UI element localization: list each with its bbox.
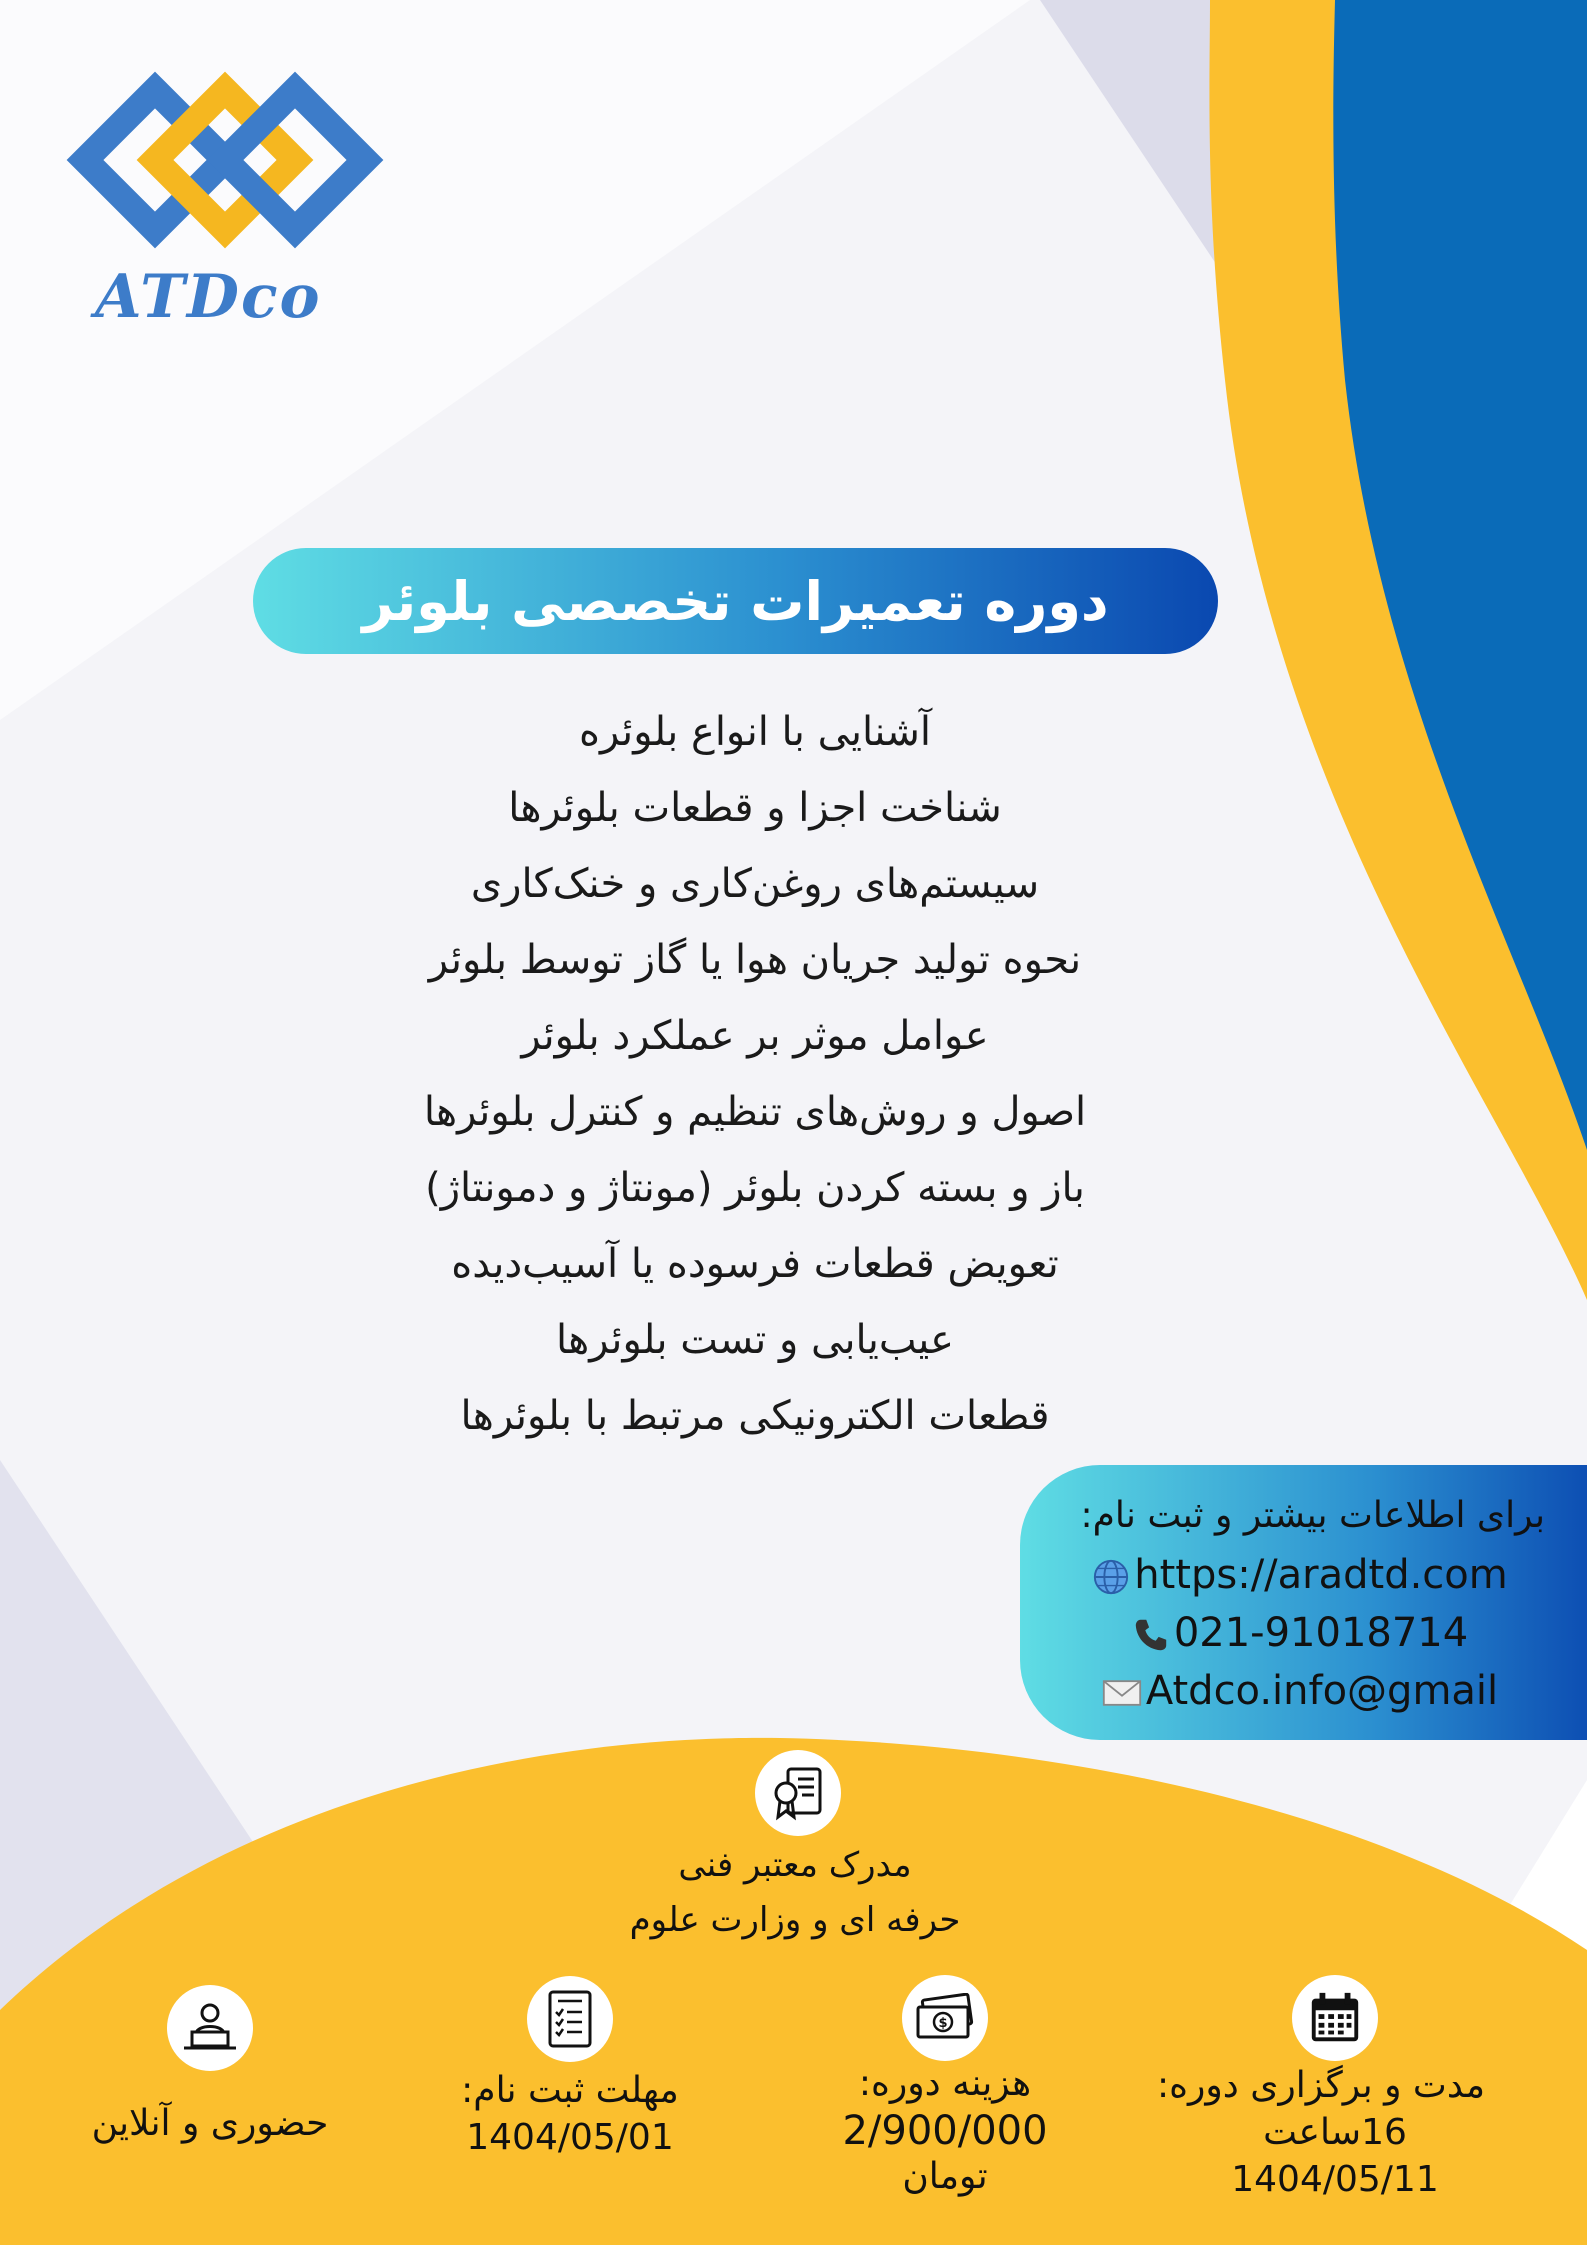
email-address[interactable] <box>1060 1668 1540 1714</box>
deadline-date: 1404/05/01 <box>466 2117 674 2158</box>
topic-item: نحوه تولید جریان هوا یا گاز توسط بلوئر <box>428 937 1082 983</box>
topic-item: سیستم‌های روغن‌کاری و خنک‌کاری <box>470 861 1040 907</box>
feature-duration <box>1156 1975 1485 2200</box>
duration-hours: 16ساعت <box>1263 2112 1407 2153</box>
laptop-user-icon <box>180 2000 240 2056</box>
topic-item: عوامل موثر بر عملکرد بلوئر <box>521 1013 989 1059</box>
laptop-badge <box>167 1985 253 2071</box>
deadline-label: مهلت ثبت نام: <box>461 2070 679 2111</box>
phone-number[interactable] <box>1060 1610 1540 1656</box>
topic-item: شناخت اجزا و قطعات بلوئرها <box>508 785 1002 831</box>
svg-text:$: $ <box>938 2016 948 2031</box>
money-icon <box>914 1993 976 2043</box>
website-text: https://aradtd.com <box>1134 1552 1508 1598</box>
logo-text: ATDco <box>95 262 322 332</box>
certificate-line-1: مدرک معتبر فنی <box>678 1845 912 1885</box>
duration-label: مدت و برگزاری دوره: <box>1156 2065 1485 2106</box>
course-title: دوره تعمیرات تخصصی بلوئر <box>362 569 1109 633</box>
mode-label: حضوری و آنلاین <box>91 2103 329 2144</box>
feature-price <box>790 1975 1100 2197</box>
globe-icon <box>1092 1558 1130 1596</box>
phone-text: 021-91018714 <box>1173 1610 1469 1656</box>
checklist-badge <box>527 1976 613 2062</box>
certificate-badge <box>755 1750 841 1836</box>
contact-heading: برای اطلاعات بیشتر و ثبت نام: <box>1080 1495 1545 1536</box>
email-text: Atdco.info@gmail <box>1145 1668 1499 1714</box>
topic-item: عیب‌یابی و تست بلوئرها <box>555 1317 955 1363</box>
calendar-icon <box>1306 1989 1364 2047</box>
topic-item: آشنایی با انواع بلوئره <box>579 709 931 755</box>
certificate-icon <box>768 1763 828 1823</box>
topic-item: اصول و روش‌های تنظیم و کنترل بلوئرها <box>423 1089 1087 1135</box>
website-link[interactable] <box>1060 1552 1540 1598</box>
money-badge <box>902 1975 988 2061</box>
feature-deadline <box>420 1976 720 2158</box>
title-banner <box>253 548 1218 654</box>
topic-item: تعویض قطعات فرسوده یا آسیب‌دیده <box>451 1241 1059 1287</box>
calendar-badge <box>1292 1975 1378 2061</box>
topic-item: قطعات الکترونیکی مرتبط با بلوئرها <box>460 1393 1050 1439</box>
envelope-icon <box>1102 1676 1142 1710</box>
topic-item: باز و بسته کردن بلوئر (مونتاژ و دمونتاژ) <box>425 1165 1085 1211</box>
topics-list <box>300 700 1210 1460</box>
start-date: 1404/05/11 <box>1231 2159 1439 2200</box>
feature-mode <box>60 1985 360 2144</box>
price-currency: تومان <box>902 2156 988 2197</box>
checklist-icon <box>544 1988 596 2050</box>
certificate-line-2: حرفه ای و وزارت علوم <box>629 1900 961 1940</box>
price-label: هزینه دوره: <box>858 2063 1032 2104</box>
phone-icon <box>1132 1616 1170 1654</box>
price-amount: 2/900/000 <box>842 2108 1048 2154</box>
